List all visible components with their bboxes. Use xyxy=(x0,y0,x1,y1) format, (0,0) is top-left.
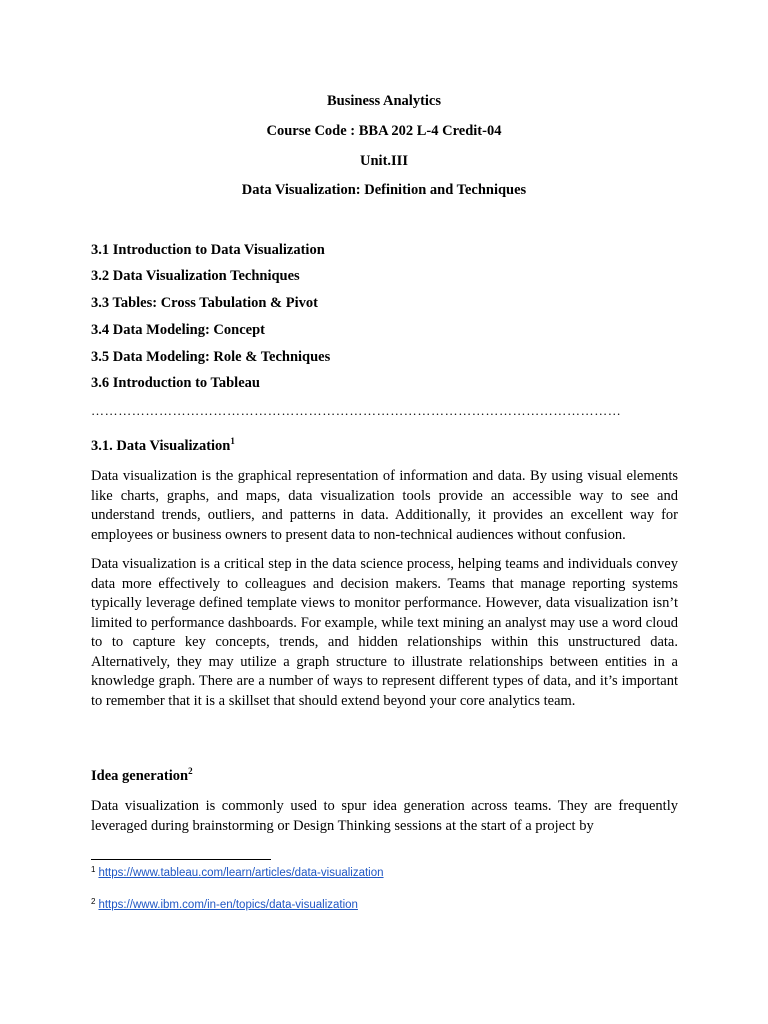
toc-item: 3.6 Introduction to Tableau xyxy=(91,375,260,391)
dotted-separator: ……………………………………………………………………………………………………… xyxy=(91,403,622,418)
footnote-number: 1 xyxy=(91,865,96,874)
footnote-ref: 2 xyxy=(188,766,193,776)
paragraph: Data visualization is commonly used to spur idea generation across teams. They are frequently leveraged during brainstorming or Design Thinking sessions at the start of a project by xyxy=(91,798,678,834)
footnote-ref: 1 xyxy=(230,436,235,446)
section-heading xyxy=(91,438,235,455)
section-heading xyxy=(91,768,193,785)
toc-item: 3.4 Data Modeling: Concept xyxy=(91,322,265,338)
section-heading-text: 3.1. Data Visualization xyxy=(91,438,231,454)
toc-item: 3.3 Tables: Cross Tabulation & Pivot xyxy=(91,295,318,311)
footnote-link[interactable]: https://www.ibm.com/in-en/topics/data-visualization xyxy=(98,899,358,911)
toc-item: 3.2 Data Visualization Techniques xyxy=(91,268,300,284)
paragraph: Data visualization is a critical step in the data science process, helping teams and individuals convey data more effectively to colleagues and decision makers. Teams that manage reporting systems typically leverage defined template views to monitor performance. However, data visualization isn’t limited to performance dashboards. For example, while text mining an analyst may use a word cloud to to capture key concepts, trends, and hidden relationships within this unstructured data. Alternatively, they may utilize a graph structure to illustrate relationships between entities in a knowledge graph. There are a number of ways to represent different types of data, and it’s important to remember that it is a skillset that should extend beyond your core analytics team. xyxy=(91,556,678,709)
document-subtitle: Data Visualization: Definition and Techniques xyxy=(241,182,527,198)
toc-item: 3.1 Introduction to Data Visualization xyxy=(91,242,325,258)
toc-item: 3.5 Data Modeling: Role & Techniques xyxy=(91,349,331,365)
paragraph: Data visualization is the graphical representation of information and data. By using visual elements like charts, graphs, and maps, data visualization tools provide an accessible way to see and understand trends, outliers, and patterns in data. Additionally, it provides an excellent way for employees or business owners to present data to non-technical audiences without confusion. xyxy=(91,468,678,543)
footnote xyxy=(91,899,358,911)
footnote xyxy=(91,867,384,879)
footnote-number: 2 xyxy=(91,897,96,906)
section-heading-text: Idea generation xyxy=(91,768,189,784)
document-title: Business Analytics xyxy=(326,93,442,109)
unit-label: Unit.III xyxy=(360,153,408,169)
footnote-link[interactable]: https://www.tableau.com/learn/articles/data-visualization xyxy=(98,867,384,879)
course-code: Course Code : BBA 202 L-4 Credit-04 xyxy=(266,123,502,139)
footnote-divider xyxy=(91,859,271,860)
